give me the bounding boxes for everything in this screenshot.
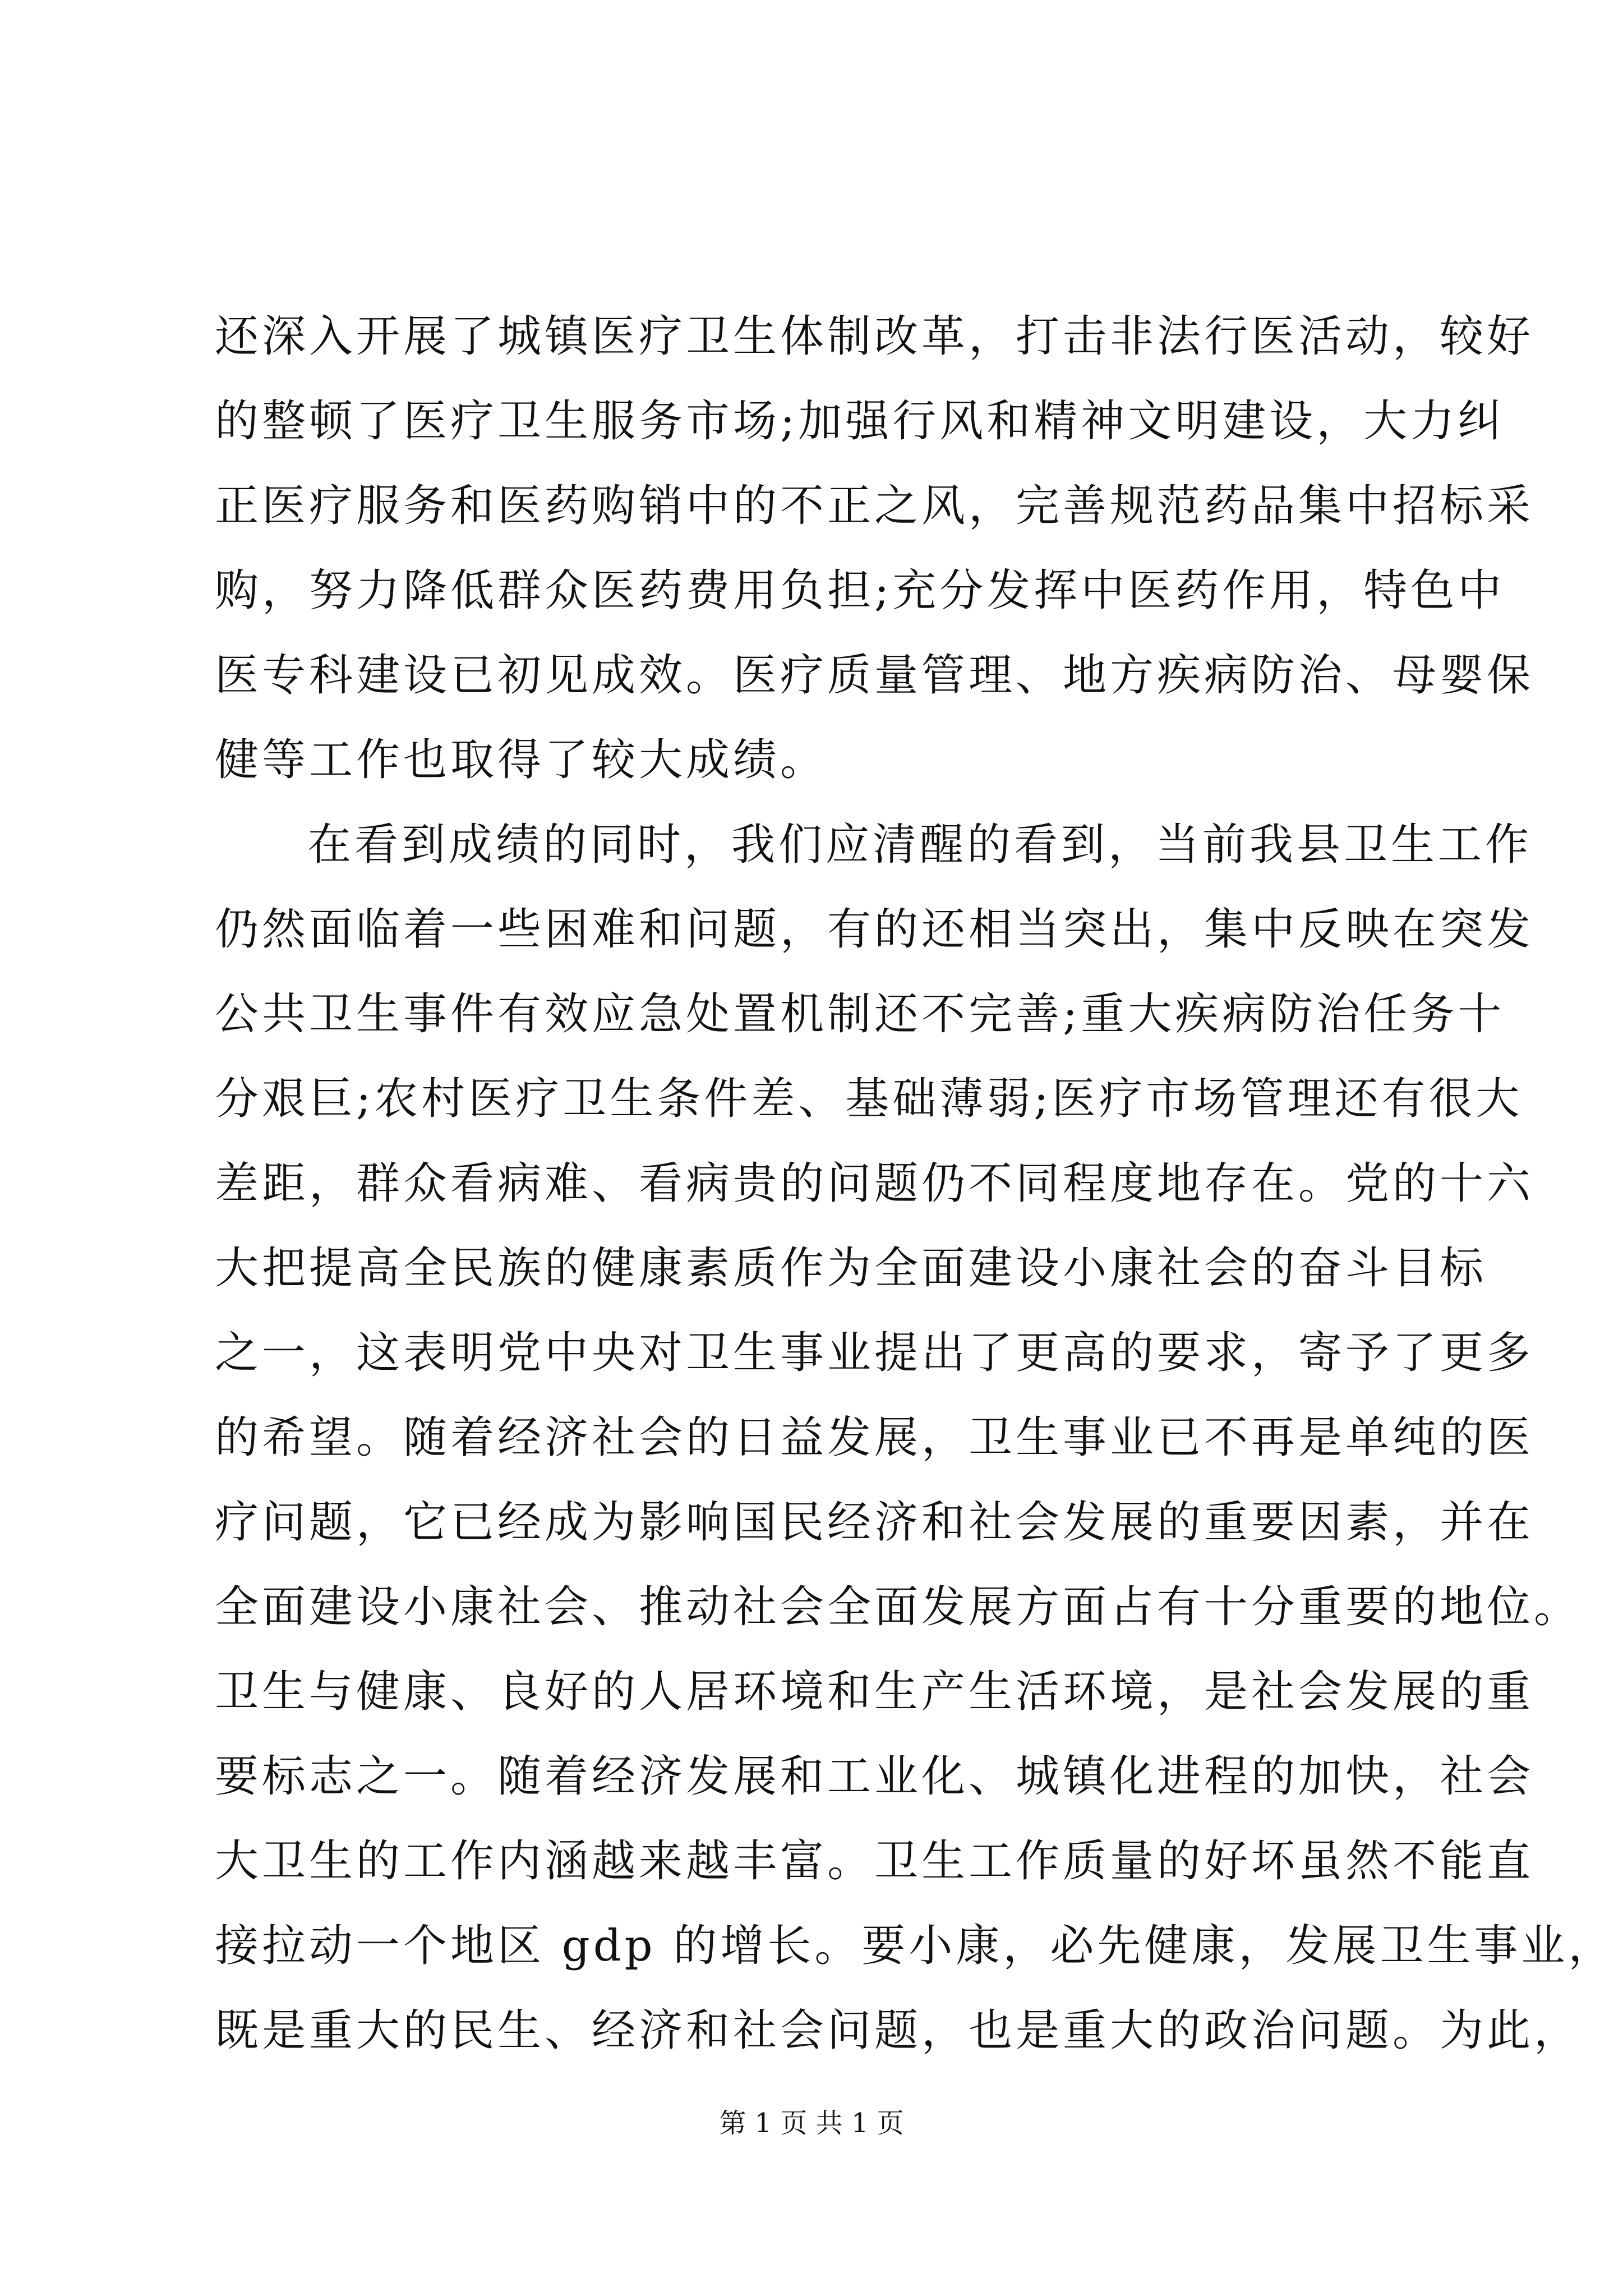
text-line: 分艰巨;农村医疗卫生条件差、基础薄弱;医疗市场管理还有很大 (215, 1074, 1523, 1124)
paragraph-first-line: 在看到成绩的同时，我们应清醒的看到，当前我县卫生工作 (307, 820, 1533, 870)
text-line: 健等工作也取得了较大成绩。 (215, 735, 828, 785)
text-line: 大把提高全民族的健康素质作为全面建设小康社会的奋斗目标 (215, 1243, 1487, 1294)
text-line: 全面建设小康社会、推动社会全面发展方面占有十分重要的地位。 (215, 1582, 1581, 1632)
text-line: 差距，群众看病难、看病贵的问题仍不同程度地存在。党的十六 (215, 1158, 1534, 1209)
body-text (215, 295, 1616, 2073)
text-line: 大卫生的工作内涵越来越丰富。卫生工作质量的好坏虽然不能直 (215, 1836, 1534, 1887)
text-line: 既是重大的民生、经济和社会问题，也是重大的政治问题。为此， (215, 2005, 1581, 2056)
text-line: 的整顿了医疗卫生服务市场;加强行风和精神文明建设，大力纠 (215, 396, 1505, 447)
text-line: 还深入开展了城镇医疗卫生体制改革，打击非法行医活动，较好 (215, 311, 1534, 362)
text-line: 疗问题，它已经成为影响国民经济和社会发展的重要因素，并在 (215, 1497, 1534, 1548)
text-line: 卫生与健康、良好的人居环境和生产生活环境，是社会发展的重 (215, 1667, 1534, 1717)
text-line: 要标志之一。随着经济发展和工业化、城镇化进程的加快，社会 (215, 1751, 1534, 1802)
text-line: 的希望。随着经济社会的日益发展，卫生事业已不再是单纯的医 (215, 1412, 1534, 1463)
page-footer: 第 1 页 共 1 页 (719, 2108, 904, 2139)
text-line: 购，努力降低群众医药费用负担;充分发挥中医药作用，特色中 (215, 565, 1505, 616)
text-line: 之一，这表明党中央对卫生事业提出了更高的要求，寄予了更多 (215, 1328, 1534, 1378)
text-line: 接拉动一个地区 gdp 的增长。要小康，必先健康，发展卫生事业， (215, 1921, 1616, 1971)
text-line: 医专科建设已初见成效。医疗质量管理、地方疾病防治、母婴保 (215, 650, 1534, 701)
text-line: 仍然面临着一些困难和问题，有的还相当突出，集中反映在突发 (215, 904, 1534, 955)
text-line: 正医疗服务和医药购销中的不正之风，完善规范药品集中招标采 (215, 481, 1534, 531)
text-line: 公共卫生事件有效应急处置机制还不完善;重大疾病防治任务十 (215, 989, 1505, 1039)
